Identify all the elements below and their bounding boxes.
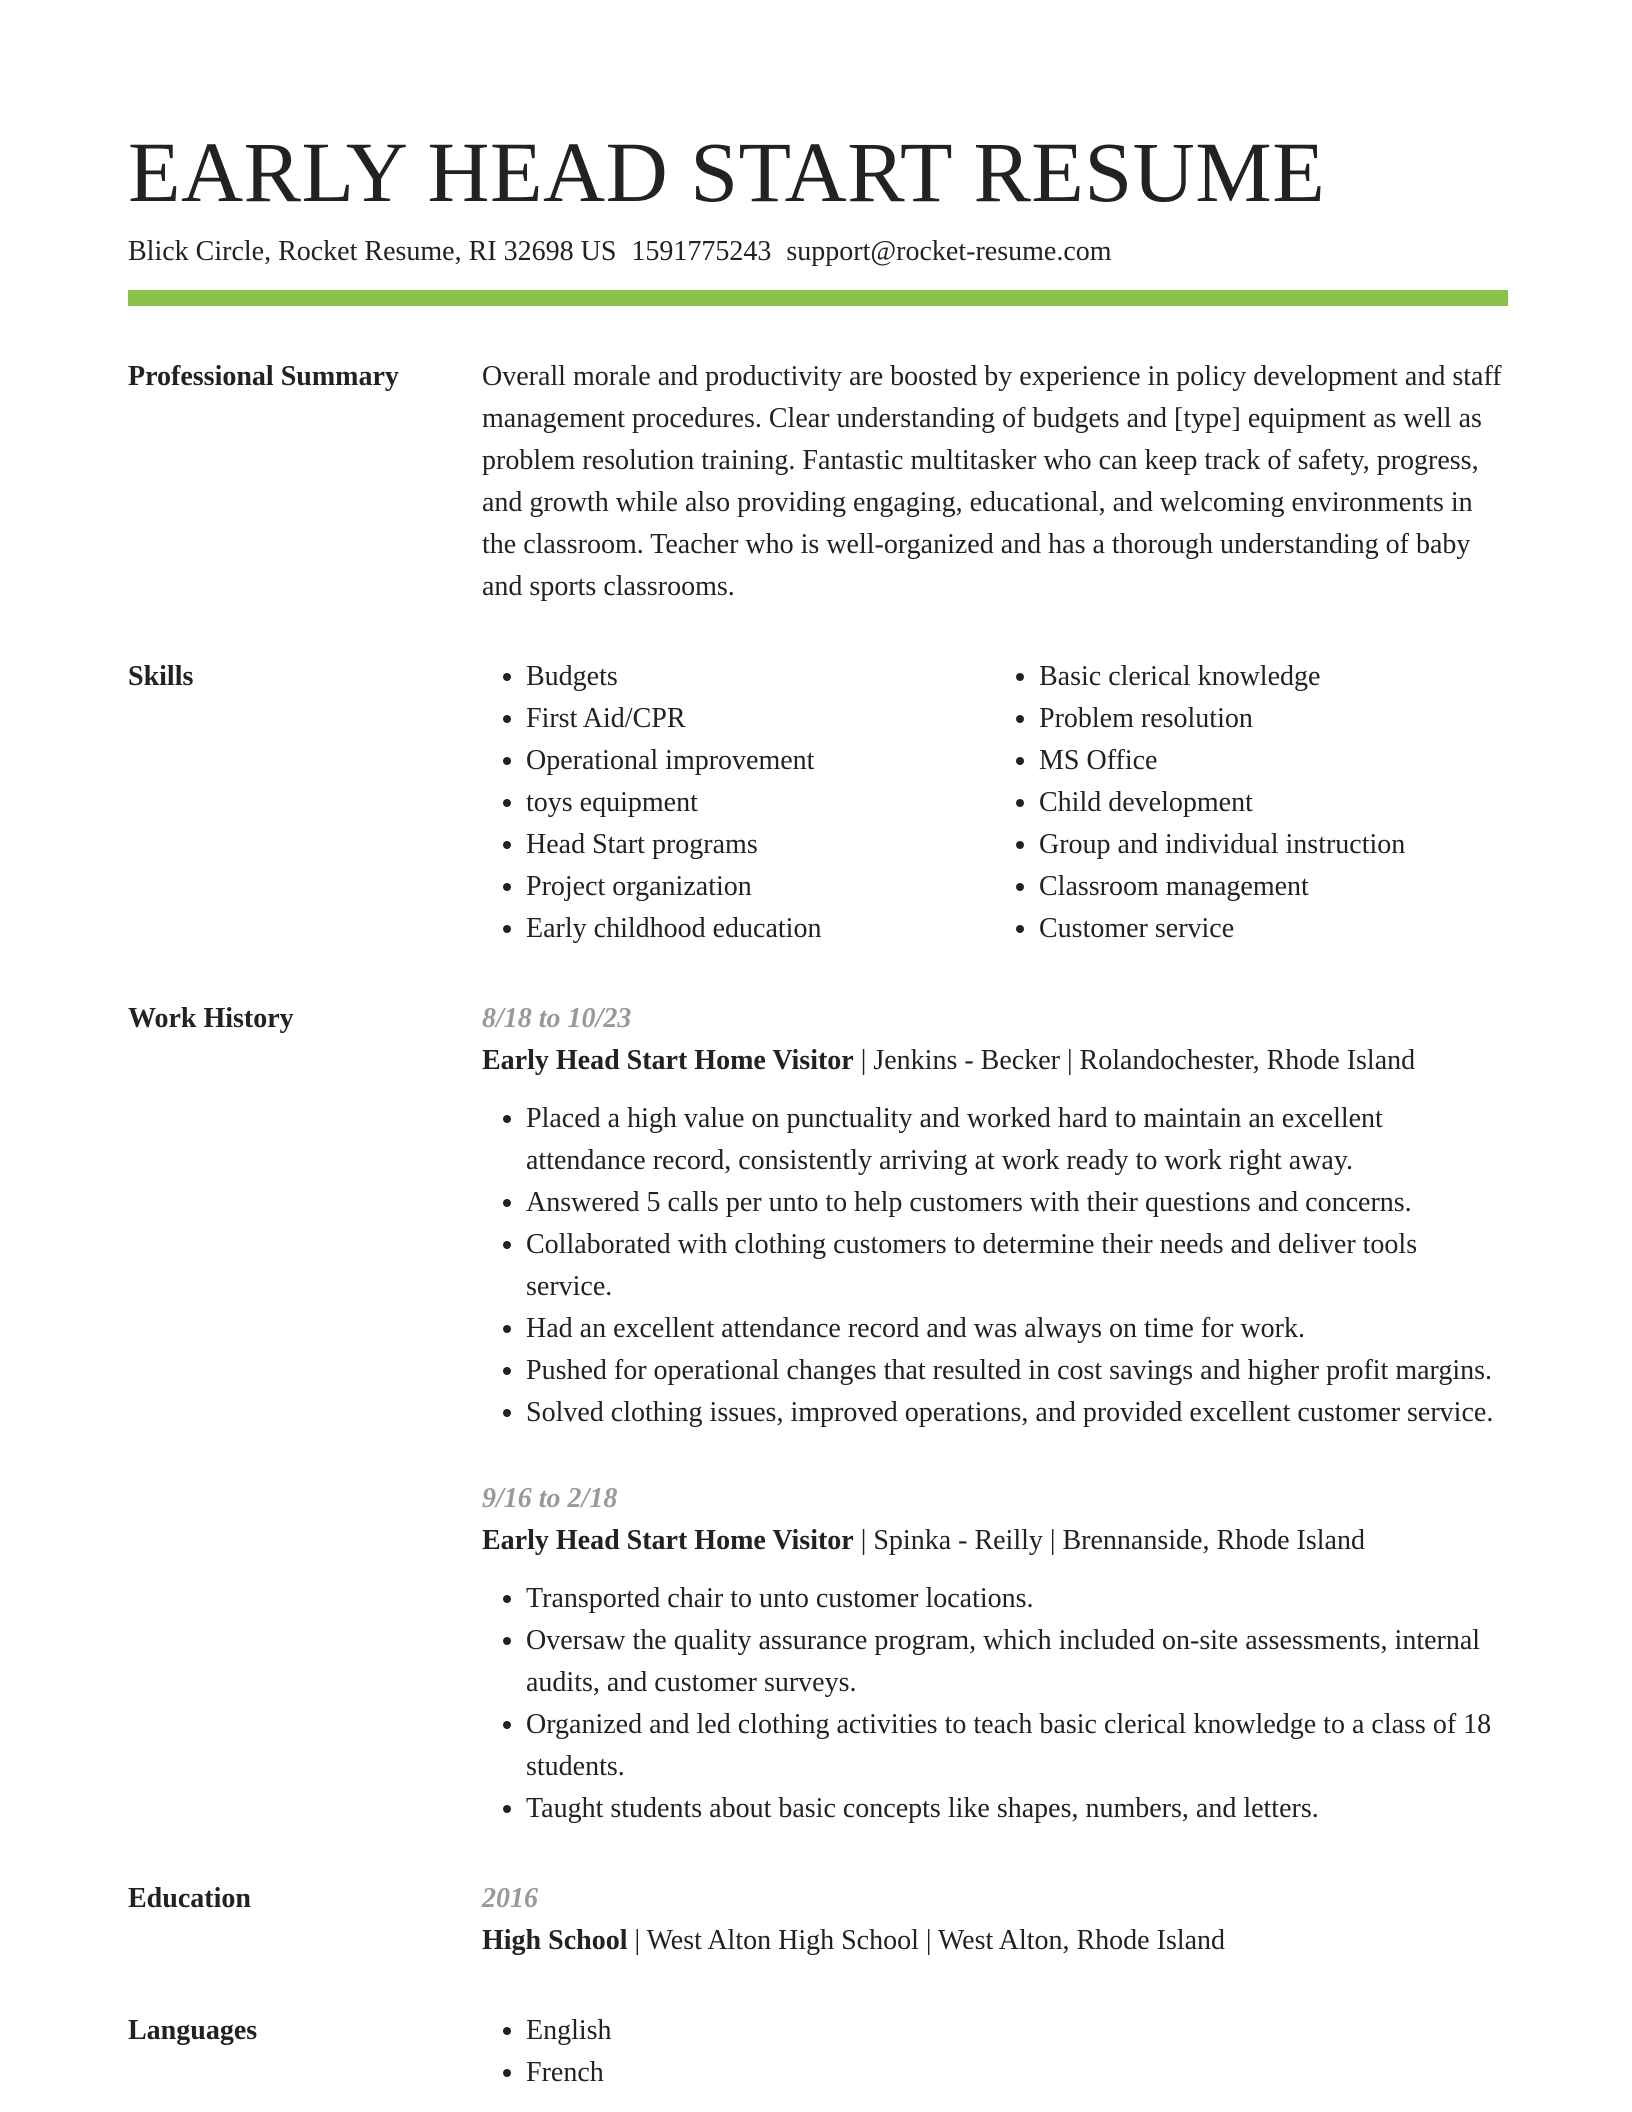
job-entry [482,1478,1508,1830]
work-history-section [128,998,1508,1830]
skills-list-left [482,656,995,950]
skill-item: • Customer service [1039,908,1508,950]
summary-section [128,356,1508,608]
education-details: | West Alton High School | West Alton, Rhode Island [627,1925,1226,1956]
job-title: Early Head Start Home Visitor [482,1525,854,1556]
skill-item: • Head Start programs [526,824,995,866]
job-role-line [482,1040,1508,1082]
skill-item: • MS Office [1039,740,1508,782]
section-label: Work History [128,1003,294,1034]
accent-divider [128,290,1508,306]
section-label: Education [128,1883,251,1914]
job-bullet: • Pushed for operational changes that resulted in cost savings and higher profit margins. [526,1350,1508,1392]
skill-item: • Budgets [526,656,995,698]
job-bullets [482,1098,1508,1434]
skill-item: • Project organization [526,866,995,908]
language-item: • English [526,2010,1508,2052]
education-degree: High School [482,1925,628,1956]
job-role-line [482,1520,1508,1562]
job-details: | Jenkins - Becker | Rolandochester, Rhode Island [853,1045,1416,1076]
job-title: Early Head Start Home Visitor [482,1045,854,1076]
job-bullet: • Transported chair to unto customer locations. [526,1578,1508,1620]
job-date: 8/18 to 10/23 [482,1003,632,1034]
education-line [482,1920,1508,1962]
job-bullet: • Oversaw the quality assurance program, which included on-site assessments, internal audits, and customer surveys. [526,1620,1508,1704]
job-bullet: • Answered 5 calls per unto to help customers with their questions and concerns. [526,1182,1508,1224]
education-date: 2016 [482,1883,538,1914]
job-bullet: • Had an excellent attendance record and was always on time for work. [526,1308,1508,1350]
job-bullet: • Placed a high value on punctuality and worked hard to maintain an excellent attendance record, consistently arriving at work ready to work right away. [526,1098,1508,1182]
languages-list [482,2010,1508,2094]
job-entry [482,998,1508,1434]
job-bullet: • Taught students about basic concepts like shapes, numbers, and letters. [526,1788,1508,1830]
skill-item: • First Aid/CPR [526,698,995,740]
skill-item: • Group and individual instruction [1039,824,1508,866]
section-label: Languages [128,2015,258,2046]
address: Blick Circle, Rocket Resume, RI 32698 US [128,236,617,267]
job-details: | Spinka - Reilly | Brennanside, Rhode Island [853,1525,1365,1556]
skill-item: • Classroom management [1039,866,1508,908]
job-bullet: • Solved clothing issues, improved operations, and provided excellent customer service. [526,1392,1508,1434]
skill-item: • Early childhood education [526,908,995,950]
email: support@rocket-resume.com [786,236,1112,267]
phone: 1591775243 [631,236,772,267]
section-label: Skills [128,661,194,692]
education-section [128,1878,1508,1962]
language-item: • French [526,2052,1508,2094]
job-bullet: • Collaborated with clothing customers to determine their needs and deliver tools service. [526,1224,1508,1308]
job-bullet: • Organized and led clothing activities to teach basic clerical knowledge to a class of 18 students. [526,1704,1508,1788]
skill-item: • Problem resolution [1039,698,1508,740]
skill-item: • Basic clerical knowledge [1039,656,1508,698]
skill-item: • Operational improvement [526,740,995,782]
job-date: 9/16 to 2/18 [482,1483,618,1514]
skill-item: • Child development [1039,782,1508,824]
skills-section [128,656,1508,950]
skills-list-right [995,656,1508,950]
summary-text: Overall morale and productivity are boosted by experience in policy development and staff management procedures. Clear understanding of budgets and [type] equipment as well as problem resolution training. Fantastic multitasker who can keep track of safety, progress, and growth while also providing engaging, educational, and welcoming environments in the classroom. Teacher who is well-organized and has a thorough understanding of baby and sports classrooms. [482,361,1502,602]
section-label: Professional Summary [128,361,399,392]
resume-page [128,120,1508,2094]
skill-item: • toys equipment [526,782,995,824]
contact-line [128,232,1508,272]
resume-title: EARLY HEAD START RESUME [128,124,1326,220]
job-bullets [482,1578,1508,1830]
languages-section [128,2010,1508,2094]
